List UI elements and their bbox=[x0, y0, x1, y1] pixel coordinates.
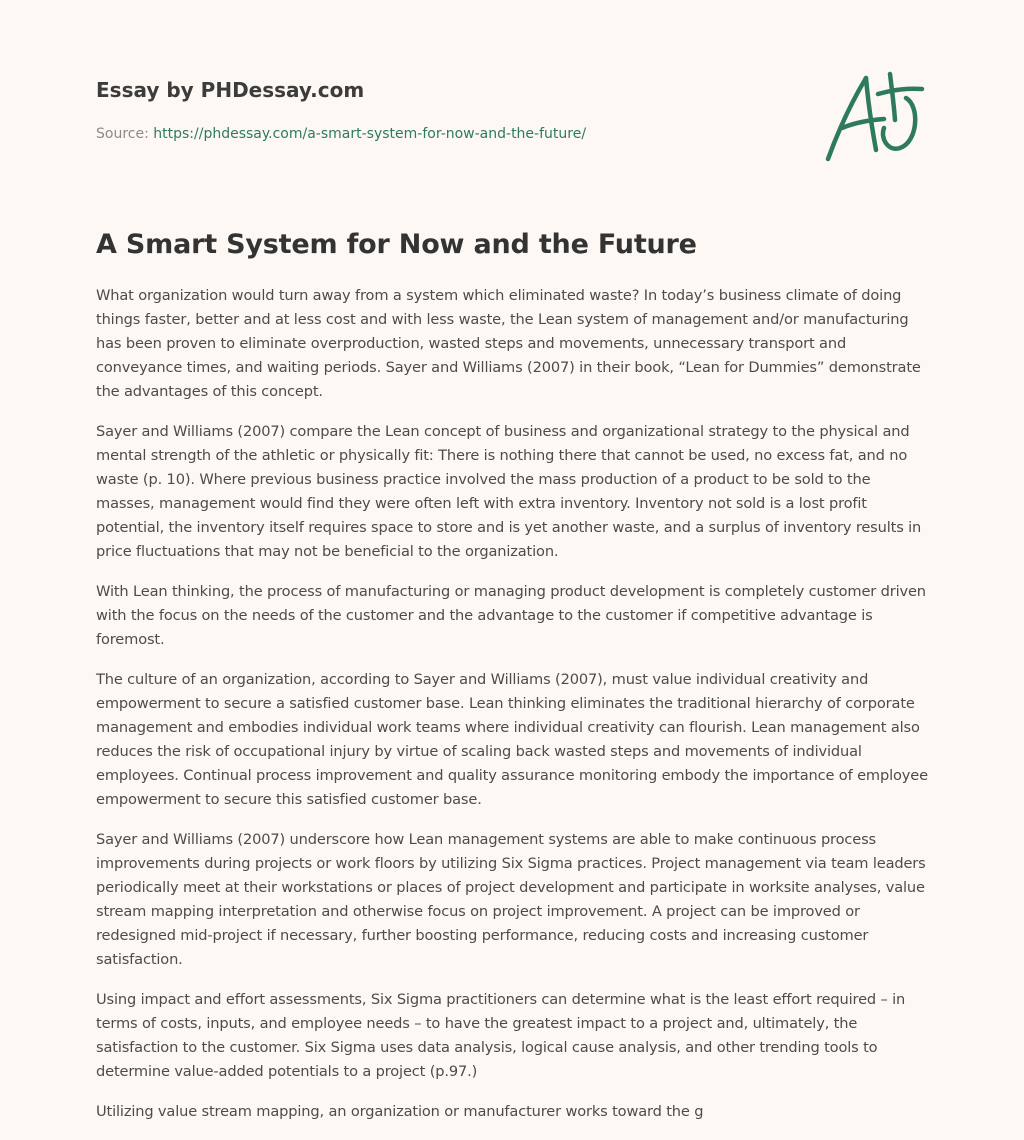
essay-body bbox=[96, 284, 928, 1140]
essay-paragraph: Using impact and effort assessments, Six Sigma practitioners can determine what is the least effort required – in terms of costs, inputs, and employee needs – to have the greatest impact to a project and, ultimately, the satisfaction to the customer. Six Sigma uses data analysis, logical cause analysis, and other trending tools to determine value-added potentials to a project (p.97.) bbox=[96, 991, 906, 1080]
essay-paragraph: With Lean thinking, the process of manufacturing or managing product development is completely customer driven with the focus on the needs of the customer and the advantage to the customer if competitive advantage is foremost. bbox=[96, 583, 926, 648]
essay-paragraph: Sayer and Williams (2007) compare the Lean concept of business and organizational strategy to the physical and mental strength of the athletic or physically fit: There is nothing there that cannot be used, no excess fat, and no waste (p. 10). Where previous business practice involved the mass production of a product to be sold to the masses, management would find they were often left with extra inventory. Inventory not sold is a lost profit potential, the inventory itself requires space to store and is yet another waste, and a surplus of inventory results in price fluctuations that may not be beneficial to the organization. bbox=[96, 423, 922, 560]
source-label: Source: bbox=[96, 126, 149, 142]
source-link[interactable]: https://phdessay.com/a-smart-system-for-now-and-the-future/ bbox=[153, 126, 587, 142]
source-line bbox=[96, 124, 586, 144]
site-header bbox=[96, 76, 928, 104]
brand-name: Essay by PHDessay.com bbox=[96, 78, 365, 102]
essay-paragraph: Sayer and Williams (2007) underscore how Lean management systems are able to make continuous process improvements during projects or work floors by utilizing Six Sigma practices. Project management via team leaders periodically meet at their workstations or places of project development and participate in worksite analyses, value stream mapping interpretation and otherwise focus on project improvement. A project can be improved or redesigned mid-project if necessary, further boosting performance, reducing costs and increasing customer satisfaction. bbox=[96, 831, 926, 968]
essay-paragraph: The culture of an organization, according to Sayer and Williams (2007), must value individual creativity and empowerment to secure a satisfied customer base. Lean thinking eliminates the traditional hierarchy of corporate management and embodies individual work teams where individual creativity can flourish. Lean management also reduces the risk of occupational injury by virtue of scaling back wasted steps and movements of individual employees. Continual process improvement and quality assurance monitoring embody the importance of employee empowerment to secure this satisfied customer base. bbox=[96, 671, 928, 808]
essay-paragraph: Utilizing value stream mapping, an organization or manufacturer works toward the g bbox=[96, 1103, 704, 1120]
a-plus-logo-icon bbox=[818, 66, 930, 166]
essay-title: A Smart System for Now and the Future bbox=[96, 229, 697, 260]
essay-paragraph: What organization would turn away from a system which eliminated waste? In today’s business climate of doing things faster, better and at less cost and with less waste, the Lean system of management and/or manufacturing has been proven to eliminate overproduction, wasted steps and movements, unnecessary transport and conveyance times, and waiting periods. Sayer and Williams (2007) in their book, “Lean for Dummies” demonstrate the advantages of this concept. bbox=[96, 287, 921, 400]
a-plus-logo bbox=[818, 66, 930, 166]
